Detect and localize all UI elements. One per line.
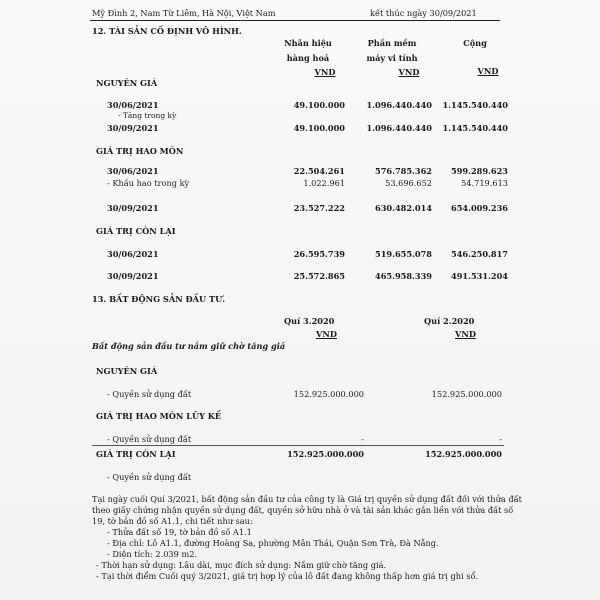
s12-ng-d1-software: 1.096.440.440 [366,100,432,110]
s13-ng-land-use: - Quyền sử dụng đất [107,389,192,399]
s12-cl-d1-total: 546.250.817 [451,249,508,259]
s12-cl-d1-trademark: 26.595.739 [293,249,345,259]
s12-ng-d2-trademark: 49.100.000 [293,123,345,133]
s12-hm-kh-trademark: 1.022.961 [303,178,345,188]
s13-col-q2-2020: Quí 2.2020 [424,316,475,326]
col-header-trademark: Nhãn hiệu hàng hoá VND [284,38,336,77]
s13-original-cost-heading: NGUYÊN GIÁ [96,366,158,376]
s13-hm-q2: - [499,434,502,444]
s12-cl-d1-software: 519.655.078 [375,249,432,259]
s12-cl-date1: 30/06/2021 [107,249,159,259]
s12-hm-d2-total: 654.009.236 [451,203,508,213]
s12-ng-d2-total: 1.145.540.440 [442,123,508,133]
s13-ng-q2: 152.925.000.000 [431,389,502,399]
s13-net-value-heading: GIÁ TRỊ CÒN LẠI [96,449,176,459]
s12-cl-d2-software: 465.958.339 [375,271,432,281]
s13-col-q2-unit: VND [455,329,476,339]
s12-hm-kh-software: 53.696.652 [385,178,432,188]
report-period: kết thúc ngày 30/09/2021 [370,8,477,18]
s13-hm-q3: - [361,434,364,444]
company-address: Mỹ Đình 2, Nam Từ Liêm, Hà Nội, Việt Nam [92,8,276,18]
s12-net-value-heading: GIÁ TRỊ CÒN LẠI [96,226,176,236]
s13-accum-depreciation-heading: GIÁ TRỊ HAO MÒN LŨY KẾ [96,411,222,421]
col-header-total: Cộng VND [463,38,499,76]
note-bullet-4: - Thời hạn sử dụng: Lâu dài, mục đích sử dụng: Nắm giữ chờ tăng giá. [96,560,387,570]
note-bullet-2: - Địa chỉ: Lô A1.1, đường Hoàng Sa, phường Mân Thái, Quận Sơn Trà, Đà Nẵng. [107,538,439,548]
s13-hm-land-use: - Quyền sử dụng đất [107,434,192,444]
s12-cl-date2: 30/09/2021 [107,271,159,281]
s12-hm-d2-software: 630.482.014 [375,203,432,213]
s12-original-cost-heading: NGUYÊN GIÁ [96,78,158,88]
s12-ng-increase: - Tăng trong kỳ [118,111,177,120]
note-bullet-3: - Diện tích: 2.039 m2. [107,549,198,559]
s13-subtitle: Bất động sản đầu tư nắm giữ chờ tăng giá [92,341,286,351]
s13-cl-land-use: - Quyền sử dụng đất [107,472,192,482]
s12-ng-d1-total: 1.145.540.440 [442,100,508,110]
section-12-title: 12. TÀI SẢN CỐ ĐỊNH VÔ HÌNH. [92,26,242,36]
header-divider [90,20,500,21]
s12-depreciation-heading: GIÁ TRỊ HAO MÒN [96,146,184,156]
col-header-software: Phần mềm máy vi tính VND [366,38,420,77]
s13-cl-q3: 152.925.000.000 [287,449,364,459]
note-line-2: theo giấy chứng nhận quyền sử dụng đất, quyền sở hữu nhà ở và tài sản khác gắn liền với thửa đất số [92,505,514,515]
s13-ng-q3: 152.925.000.000 [293,389,364,399]
note-bullet-5: - Tại thời điểm Cuối quý 3/2021, giá trị hợp lý của lô đất đang không thấp hơn giá trị ghi sổ. [96,571,479,581]
s12-hm-d1-total: 599.289.623 [451,166,508,176]
note-line-1: Tại ngày cuối Quí 3/2021, bất động sản đầu tư của công ty là Giá trị quyền sử dụng đất đối với thửa đất [92,494,522,504]
s12-hm-amortization: - Khấu hao trong kỳ [107,178,190,188]
s12-cl-d2-total: 491.531.204 [451,271,508,281]
s12-ng-d1-trademark: 49.100.000 [293,100,345,110]
s13-cl-q2: 152.925.000.000 [425,449,502,459]
s12-hm-date1: 30/06/2021 [107,166,159,176]
s12-ng-d2-software: 1.096.440.440 [366,123,432,133]
s13-col-q3-unit: VND [316,329,337,339]
s12-cl-d2-trademark: 25.572.865 [293,271,345,281]
s12-hm-d1-trademark: 22.504.261 [293,166,345,176]
s13-total-divider [92,445,504,446]
note-line-3: 19, tờ bản đồ số A1.1, chi tiết như sau: [92,516,253,526]
s12-ng-date1: 30/06/2021 [107,100,159,110]
s12-hm-d1-software: 576.785.362 [375,166,432,176]
s12-hm-date2: 30/09/2021 [107,203,159,213]
s12-hm-kh-total: 54.719.613 [461,178,508,188]
s12-ng-date2: 30/09/2021 [107,123,159,133]
s12-hm-d2-trademark: 23.527.222 [293,203,345,213]
note-bullet-1: - Thửa đất số 19, tờ bản đồ số A1.1 [107,527,252,537]
section-13-title: 13. BẤT ĐỘNG SẢN ĐẦU TƯ. [92,294,226,304]
s13-col-q3-2020: Quí 3.2020 [284,316,335,326]
